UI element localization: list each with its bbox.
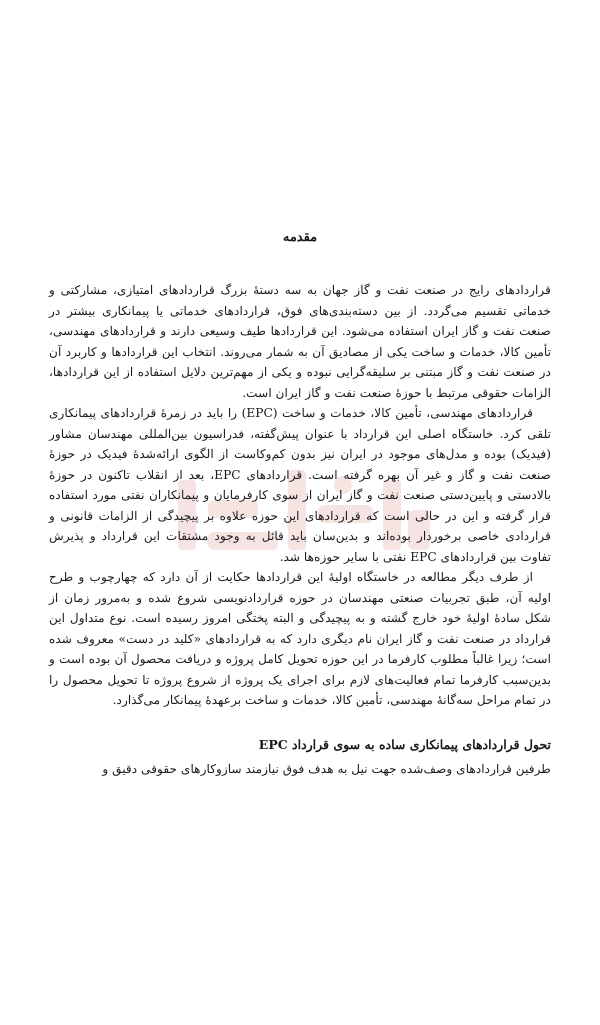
paragraph-3: از طرف دیگر مطالعه در خاستگاه اولیهٔ این قراردادها حکایت از آن دارد که چهارچوب و طرح اولیه آن، طبق تجربیات صنعتی مهندسان در حوزه قراردادنویسی شروع شده و به‌مرور زمان از شکل سادهٔ اولیهٔ خود خارج گشته و به پیچیدگی و البته پختگی امروز رسیده است. نوع متداول این قرارداد در صنعت نفت و گاز ایران نام دیگری دارد که به قراردادهای «کلید در دست» معروف شده است؛ زیرا غالباً مطلوب کارفرما در این حوزه تحویل کامل پروژه و دریافت محصول آن بوده است و بدین‌سبب کارفرما تمام فعالیت‌های لازم برای اجرای یک پروژه از شروع پروژه تا تحویل محصول را در تمام مراحل سه‌گانهٔ مهندسی، تأمین کالا، خدمات و ساخت برعهدهٔ پیمانکار می‌گذارد. xyxy=(49,570,551,707)
document-body xyxy=(49,280,551,779)
paragraph-1: قراردادهای رایج در صنعت نفت و گاز جهان به سه دستهٔ بزرگ قراردادهای امتیازی، مشارکتی و خدماتی تقسیم می‌گردد. از بین دسته‌بندی‌های فوق، قراردادهای خدماتی یا پیمانکاری بیشتر در صنعت نفت و گاز ایران استفاده می‌شود. این قراردادها طیف وسیعی دارند و قراردادهای مهندسی، تأمین کالا، خدمات و ساخت یکی از مصادیق آن به شمار می‌روند. انتخاب این قراردادها و کاربرد آن در صنعت نفت و گاز مبتنی بر سلیقه‌گرایی نبوده و یکی از مهم‌ترین دلایل استفاده از این قراردادها، الزامات حقوقی مرتبط با حوزهٔ صنعت نفت و گاز ایران است. xyxy=(49,283,551,400)
section-heading: تحول قراردادهای پیمانکاری ساده به سوی قرارداد EPC xyxy=(258,736,551,752)
page-title: مقدمه xyxy=(282,230,318,245)
paragraph-2: قراردادهای مهندسی، تأمین کالا، خدمات و ساخت (EPC) را باید در زمرهٔ قراردادهای پیمانکاری تلقی کرد. خاستگاه اصلی این قرارداد با عنوان پیش‌گفته، فدراسیون بین‌المللی مهندسان مشاور (فیدیک) بوده و مدل‌های موجود در ایران نیز بدون کم‌وکاست از الگوی ارائه‌شدهٔ فیدیک در حوزهٔ صنعت نفت و گاز و غیر آن بهره گرفته است. قراردادهای EPC، بعد از انقلاب تاکنون در حوزهٔ بالادستی و پایین‌دستی صنعت نفت و گاز ایران از سوی کارفرمایان و پیمانکاران نفتی مورد استفاده قرار گرفته و این در حالی است که قراردادهای این حوزه علاوه بر پیچیدگی از الزامات قانونی و قراردادی خاصی برخوردار بوده‌اند و بدین‌سان باید قائل به وجود مشتقات این قرارداد و پذیرش تفاوت بین قراردادهای EPC نفتی با سایر حوزه‌ها شد. xyxy=(49,406,551,564)
section-first-line: طرفین قراردادهای وصف‌شده جهت نیل به هدف فوق نیازمند سازوکارهای حقوقی دقیق و xyxy=(102,761,551,776)
